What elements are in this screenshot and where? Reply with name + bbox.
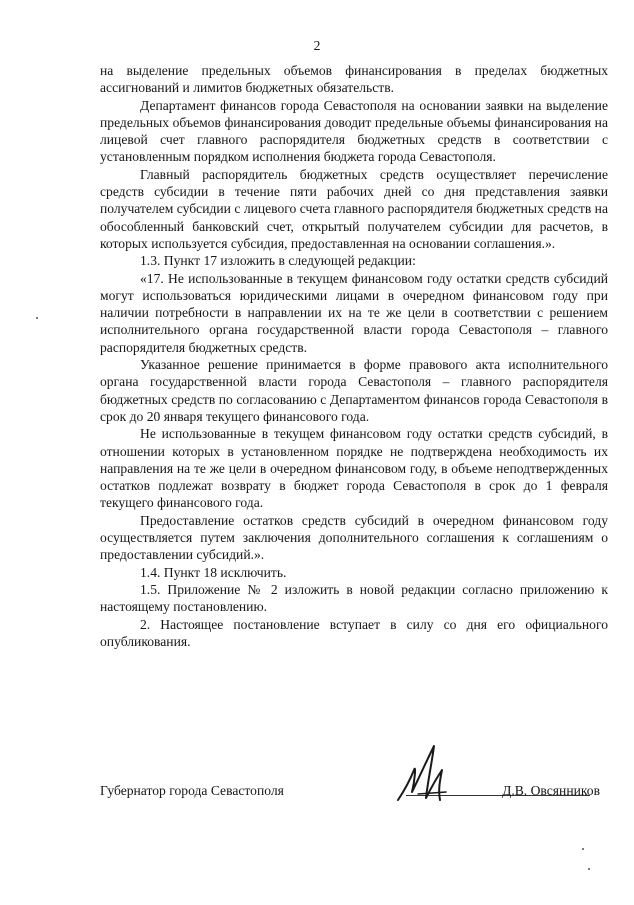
scan-speck bbox=[36, 317, 38, 319]
paragraph-item-2: 2. Настоящее постановление вступает в силу со дня его официального опубликования. bbox=[100, 616, 608, 649]
paragraph-item-17: «17. Не использованные в текущем финансовом году остатки средств субсидий могут использоваться юридическими лицами в очередном финансовом году при наличии потребности в направлении их на те же цели в соответствии с решением исполнительного органа государственной власти города Севастополя – главного распорядителя бюджетных средств. bbox=[100, 270, 608, 355]
signatory-title: Губернатор города Севастополя bbox=[100, 783, 284, 798]
paragraph-item-1-5: 1.5. Приложение № 2 изложить в новой редакции согласно приложению к настоящему постановлению. bbox=[100, 581, 608, 615]
handwritten-signature bbox=[388, 740, 468, 810]
paragraph-item-1-4: 1.4. Пункт 18 исключить. bbox=[140, 564, 287, 580]
scan-speck bbox=[588, 868, 590, 870]
paragraph-decision-form: Указанное решение принимается в форме правового акта исполнительного органа государственной власти города Севастополя – главного распорядителя бюджетных средств по согласованию с Департаментом финансов города Севастополя в срок до 20 января текущего финансового года. bbox=[100, 357, 608, 424]
document-body bbox=[100, 62, 608, 650]
paragraph-item-1-3: 1.3. Пункт 17 изложить в следующей редакции: bbox=[140, 253, 416, 269]
signature-block bbox=[100, 783, 600, 805]
paragraph-continuation: на выделение предельных объемов финансирования в пределах бюджетных ассигнований и лимитов бюджетных обязательств. bbox=[100, 63, 608, 96]
paragraph-main-administrator: Главный распорядитель бюджетных средств осуществляет перечисление средств субсидии в течение пяти рабочих дней со дня представления заявки получателем субсидии с лицевого счета главного распорядителя бюджетных средств на обособленный банковский счет, открытый получателем субсидии для расчетов, в которых используется субсидия, предоставленная на основании соглашения.». bbox=[100, 166, 608, 251]
scan-speck bbox=[582, 848, 584, 850]
paragraph-finance-department: Департамент финансов города Севастополя на основании заявки на выделение предельных объемов финансирования доводит предельные объемы финансирования на лицевой счет главного распорядителя бюджетных средств в соответствии с установленным порядком исполнения бюджета города Севастополя. bbox=[100, 97, 608, 165]
signatory-name: Д.В. Овсянников bbox=[502, 783, 600, 798]
paragraph-remainders-provision: Предоставление остатков средств субсидий в очередном финансовом году осуществляется путем заключения дополнительного соглашения к соглашениям о предоставлении субсидий.». bbox=[100, 512, 608, 563]
page-number: 2 bbox=[313, 38, 321, 53]
paragraph-unused-remainders: Не использованные в текущем финансовом году остатки средств субсидий, в отношении которых в установленном порядке не подтверждена необходимость их направления на те же цели в очередном финансовом году, в объеме неподтвержденных остатков подлежат возврату в бюджет города Севастополя в срок до 1 февраля текущего финансового года. bbox=[100, 426, 608, 511]
